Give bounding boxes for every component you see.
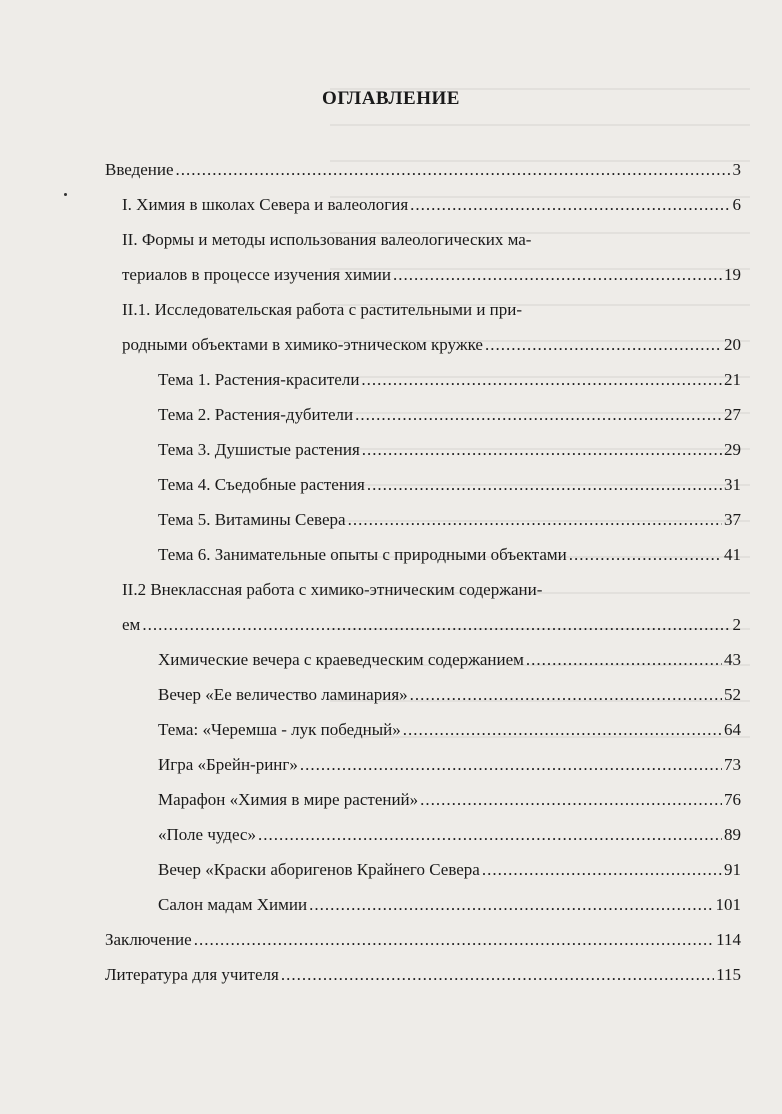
toc-entry-title: Тема 4. Съедобные растения bbox=[158, 474, 365, 494]
toc-entry[interactable] bbox=[105, 397, 741, 432]
dot-leader bbox=[300, 755, 722, 775]
toc-entry[interactable] bbox=[105, 152, 741, 187]
toc-entry-page: 64 bbox=[724, 719, 741, 739]
toc-entry[interactable] bbox=[105, 187, 741, 222]
toc-entry-page: 27 bbox=[724, 404, 741, 424]
toc-entry-page: 91 bbox=[724, 859, 741, 879]
toc-entry-title: териалов в процессе изучения химии bbox=[122, 264, 391, 284]
toc-entry[interactable] bbox=[105, 677, 741, 712]
toc-entry[interactable] bbox=[105, 747, 741, 782]
toc-entry-page: 43 bbox=[724, 649, 741, 669]
dot-leader bbox=[410, 685, 722, 705]
toc-entry-page: 73 bbox=[724, 754, 741, 774]
toc-entry-title: Введение bbox=[105, 159, 174, 179]
dot-leader bbox=[309, 895, 713, 915]
toc-entry-page: 41 bbox=[724, 544, 741, 564]
toc-entry-title: Заключение bbox=[105, 929, 192, 949]
toc-entry[interactable] bbox=[105, 852, 741, 887]
toc-entry-page: 115 bbox=[716, 964, 741, 984]
dot-leader bbox=[176, 160, 731, 180]
toc-entry-title: родными объектами в химико-этническом кружке bbox=[122, 334, 483, 354]
toc-entry-page: 2 bbox=[732, 614, 741, 634]
toc-entry-title: II.2 Внеклассная работа с химико-этническим содержани- bbox=[122, 579, 543, 599]
toc-entry[interactable] bbox=[105, 257, 741, 292]
toc-entry[interactable] bbox=[105, 467, 741, 502]
toc-entry[interactable] bbox=[105, 327, 741, 362]
dot-leader bbox=[393, 265, 722, 285]
toc-entry-page: 37 bbox=[724, 509, 741, 529]
dot-leader bbox=[194, 930, 714, 950]
toc-entry-page: 29 bbox=[724, 439, 741, 459]
toc-entry[interactable] bbox=[105, 887, 741, 922]
toc-entry-page: 21 bbox=[724, 369, 741, 389]
dot-leader bbox=[361, 370, 722, 390]
dot-leader bbox=[410, 195, 730, 215]
dot-leader bbox=[348, 510, 722, 530]
dot-leader bbox=[258, 825, 722, 845]
toc-entry-title: Тема 3. Душистые растения bbox=[158, 439, 360, 459]
toc-entry-title: II. Формы и методы использования валеологических ма- bbox=[122, 229, 532, 249]
page-title: ОГЛАВЛЕНИЕ bbox=[322, 88, 460, 109]
scan-speck bbox=[64, 193, 67, 196]
dot-leader bbox=[367, 475, 722, 495]
toc-entry-title: Тема 1. Растения-красители bbox=[158, 369, 360, 389]
toc-entry-page: 31 bbox=[724, 474, 741, 494]
toc-entry-page: 52 bbox=[724, 684, 741, 704]
dot-leader bbox=[362, 440, 722, 460]
toc-entry[interactable] bbox=[105, 957, 741, 992]
toc-entry[interactable] bbox=[105, 642, 741, 677]
toc-entry-title: Тема 5. Витамины Севера bbox=[158, 509, 346, 529]
toc-entry-title: II.1. Исследовательская работа с растительными и при- bbox=[122, 299, 523, 319]
toc-entry-page: 20 bbox=[724, 334, 741, 354]
toc-entry-title: Химические вечера с краеведческим содержанием bbox=[158, 649, 524, 669]
toc-entry[interactable] bbox=[105, 712, 741, 747]
toc-entry-page: 101 bbox=[715, 894, 741, 914]
toc-entry-title: Литература для учителя bbox=[105, 964, 279, 984]
toc-entry[interactable] bbox=[105, 572, 741, 607]
toc-entry-title: Салон мадам Химии bbox=[158, 894, 308, 914]
toc-entry[interactable] bbox=[105, 362, 741, 397]
toc-entry[interactable] bbox=[105, 782, 741, 817]
toc-entry-title: Тема: «Черемша - лук победный» bbox=[158, 719, 401, 739]
toc-entry-title: «Поле чудес» bbox=[158, 824, 256, 844]
toc-entry[interactable] bbox=[105, 607, 741, 642]
dot-leader bbox=[569, 545, 722, 565]
toc-entry[interactable] bbox=[105, 922, 741, 957]
toc-entry-page: 6 bbox=[732, 194, 741, 214]
toc-entry-page: 76 bbox=[724, 789, 741, 809]
toc-entry-title: ем bbox=[122, 614, 141, 634]
toc-entry-page: 3 bbox=[732, 159, 741, 179]
toc-entry[interactable] bbox=[105, 222, 741, 257]
toc-entry[interactable] bbox=[105, 292, 741, 327]
dot-leader bbox=[482, 860, 722, 880]
table-of-contents bbox=[105, 152, 741, 992]
toc-entry-title: Игра «Брейн-ринг» bbox=[158, 754, 298, 774]
toc-entry-title: Марафон «Химия в мире растений» bbox=[158, 789, 419, 809]
toc-entry-page: 114 bbox=[716, 929, 741, 949]
dot-leader bbox=[281, 965, 714, 985]
dot-leader bbox=[420, 790, 722, 810]
toc-entry-page: 19 bbox=[724, 264, 741, 284]
toc-entry-title: Тема 2. Растения-дубители bbox=[158, 404, 354, 424]
dot-leader bbox=[526, 650, 722, 670]
toc-entry[interactable] bbox=[105, 502, 741, 537]
toc-entry-title: I. Химия в школах Севера и валеология bbox=[122, 194, 409, 214]
dot-leader bbox=[355, 405, 722, 425]
toc-entry[interactable] bbox=[105, 537, 741, 572]
dot-leader bbox=[142, 615, 730, 635]
toc-entry-title: Тема 6. Занимательные опыты с природными объектами bbox=[158, 544, 567, 564]
dot-leader bbox=[403, 720, 722, 740]
toc-entry-title: Вечер «Ее величество ламинария» bbox=[158, 684, 408, 704]
toc-entry-title: Вечер «Краски аборигенов Крайнего Севера bbox=[158, 859, 480, 879]
toc-entry[interactable] bbox=[105, 817, 741, 852]
toc-entry[interactable] bbox=[105, 432, 741, 467]
toc-entry-page: 89 bbox=[724, 824, 741, 844]
dot-leader bbox=[485, 335, 722, 355]
